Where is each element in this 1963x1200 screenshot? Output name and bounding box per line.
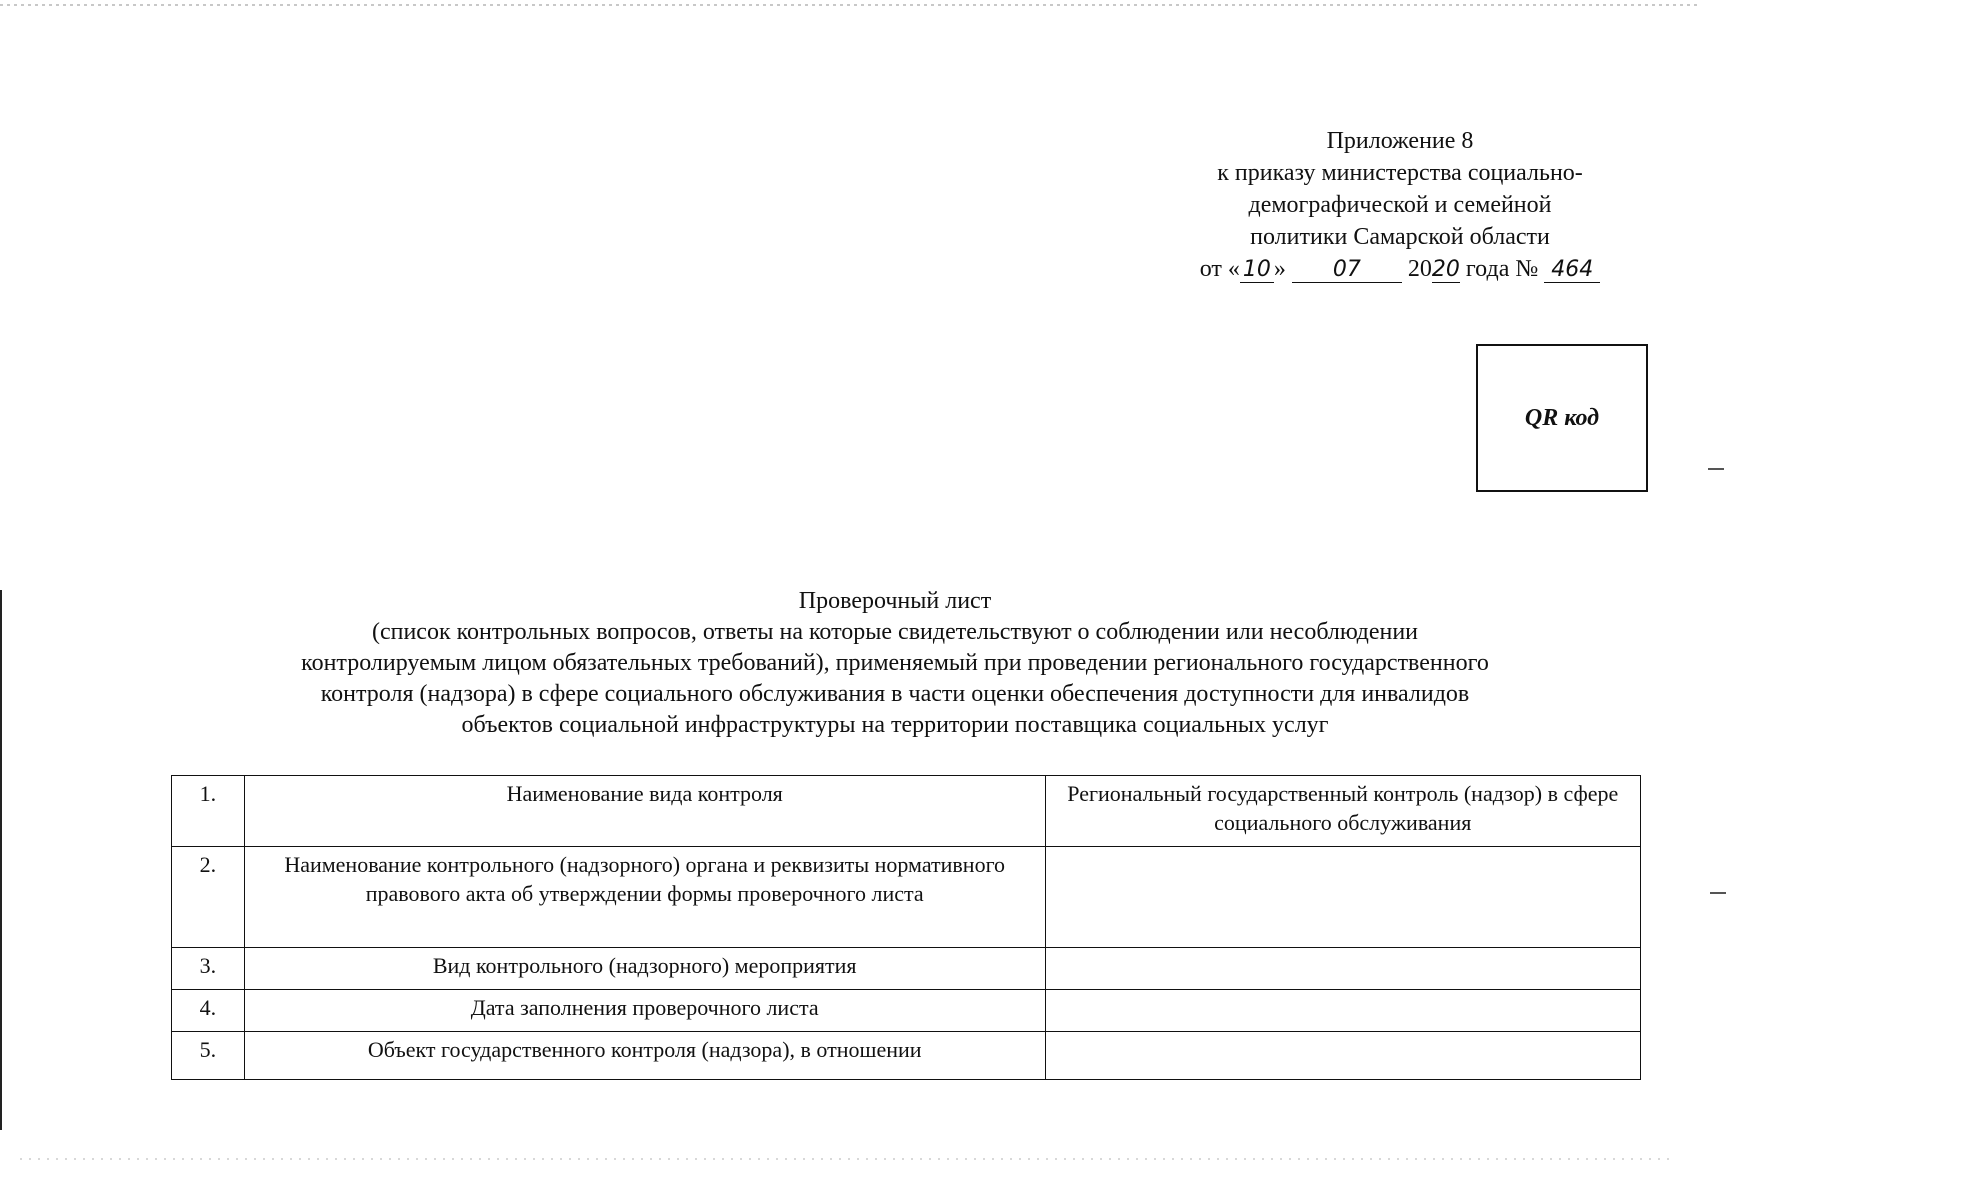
qr-code-label: QR код bbox=[1524, 404, 1600, 431]
row-number: 3. bbox=[172, 948, 245, 990]
scan-artifact-bottom bbox=[20, 1158, 1670, 1160]
number-prefix: года № bbox=[1459, 256, 1545, 282]
row-value bbox=[1045, 990, 1640, 1032]
row-number: 1. bbox=[172, 776, 245, 847]
date-month-handwritten: 07 bbox=[1292, 258, 1402, 283]
table-row bbox=[172, 990, 1641, 1032]
date-prefix: от « bbox=[1199, 256, 1240, 282]
row-name: Наименование контрольного (надзорного) органа и реквизиты нормативного правового акта об утверждении формы проверочного листа bbox=[244, 847, 1045, 948]
document-title bbox=[160, 586, 1630, 741]
row-name: Вид контрольного (надзорного) мероприятия bbox=[244, 948, 1045, 990]
table-row bbox=[172, 776, 1641, 847]
row-value bbox=[1045, 847, 1640, 948]
row-value bbox=[1045, 1032, 1640, 1080]
appendix-order-line: к приказу министерства социально- bbox=[1217, 160, 1583, 186]
date-mid: » bbox=[1273, 256, 1292, 282]
row-name: Дата заполнения проверочного листа bbox=[244, 990, 1045, 1032]
checklist-table bbox=[171, 775, 1641, 1080]
title-line-2: (список контрольных вопросов, ответы на которые свидетельствуют о соблюдении или несоблюдении bbox=[371, 619, 1419, 645]
row-number: 4. bbox=[172, 990, 245, 1032]
row-value: Региональный государственный контроль (надзор) в сфере социального обслуживания bbox=[1045, 776, 1640, 847]
date-year-handwritten: 20 bbox=[1431, 257, 1460, 282]
table-row bbox=[172, 1032, 1641, 1080]
title-line-5: объектов социальной инфраструктуры на территории поставщика социальных услуг bbox=[461, 712, 1329, 738]
date-year-prefix: 20 bbox=[1401, 256, 1432, 282]
scan-edge-left bbox=[0, 590, 2, 1130]
table-row bbox=[172, 847, 1641, 948]
title-line-4: контроля (надзора) в сфере социального обслуживания в части оценки обеспечения доступности для инвалидов bbox=[320, 681, 1470, 707]
appendix-title: Приложение 8 bbox=[1326, 128, 1474, 154]
order-number-handwritten: 464 bbox=[1544, 258, 1600, 283]
appendix-block bbox=[1150, 125, 1650, 285]
scan-mark-right-1 bbox=[1708, 468, 1724, 470]
qr-code-placeholder bbox=[1476, 344, 1648, 492]
table-row bbox=[172, 948, 1641, 990]
scan-mark-right-2 bbox=[1710, 892, 1726, 894]
row-value bbox=[1045, 948, 1640, 990]
appendix-ministry-line: демографической и семейной bbox=[1248, 192, 1552, 218]
scan-artifact-top bbox=[0, 4, 1700, 6]
title-heading: Проверочный лист bbox=[798, 588, 992, 614]
row-number: 5. bbox=[172, 1032, 245, 1080]
row-name: Объект государственного контроля (надзора), в отношении bbox=[244, 1032, 1045, 1080]
appendix-date-line bbox=[1150, 253, 1650, 285]
date-day-handwritten: 10 bbox=[1240, 258, 1274, 283]
row-name: Наименование вида контроля bbox=[244, 776, 1045, 847]
appendix-region-line: политики Самарской области bbox=[1250, 224, 1550, 250]
title-line-3: контролируемым лицом обязательных требований), применяемый при проведении регионального государственного bbox=[301, 650, 1489, 676]
row-number: 2. bbox=[172, 847, 245, 948]
